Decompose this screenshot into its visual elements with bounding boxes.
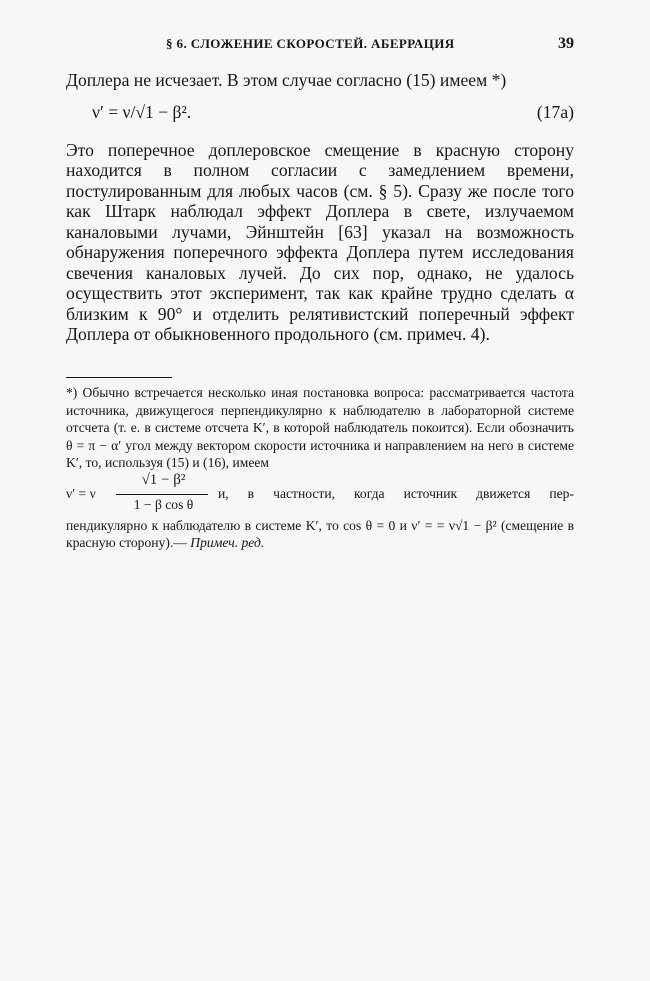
editor-note: Примеч. ред. <box>190 535 265 550</box>
footnote <box>66 384 574 552</box>
equation-formula: ν′ = ν/√1 − β². <box>92 101 192 122</box>
formula-fraction <box>111 472 211 517</box>
footnote-rule <box>66 377 172 378</box>
footnote-text-2b-wrap <box>66 517 574 552</box>
main-text <box>66 70 574 345</box>
intro-paragraph: Доплера не исчезает. В этом случае согласно (15) имеем *) <box>66 70 507 90</box>
running-head: § 6. СЛОЖЕНИЕ СКОРОСТЕЙ. АБЕРРАЦИЯ <box>166 36 455 51</box>
formula-lhs: ν′ = ν <box>66 485 96 501</box>
footnote-text-2a: и, в частности, когда источник движется пер- <box>218 485 574 501</box>
footnote-text-1: *) Обычно встречается несколько иная постановка вопроса: рассматривается частота источника, движущегося перпендикулярно к наблюдателю в лабораторной системе отсчета (т. е. в системе отсчета K′, в которой наблюдатель покоится). Если обозначить θ = π − α′ угол между вектором скорости источника и направлением на него в системе K′, то, используя (15) и (16), имеем <box>66 385 574 470</box>
fraction-bar <box>116 494 208 495</box>
formula-denominator: 1 − β cos θ <box>133 496 194 512</box>
formula-numerator: √1 − β² <box>141 471 186 488</box>
footnote-text-2b: пендикулярно к наблюдателю в системе K′, то cos θ = 0 и ν′ = = ν√1 − β² (смещение в красную сторону).— <box>66 517 574 550</box>
equation-17a <box>66 100 574 130</box>
page-header <box>66 36 574 56</box>
page-number: 39 <box>558 35 574 52</box>
footnote-formula-row <box>66 472 574 517</box>
footnote-formula <box>66 472 212 517</box>
equation-number: (17a) <box>536 101 574 122</box>
main-paragraph: Это поперечное доплеровское смещение в красную сторону находится в полном согласии с замедлением времени, постулированным для любых часов (см. § 5). Сразу же после того как Штарк наблюдал эффект Доплера в свете, излучаемом каналовыми лучами, Эйнштейн [63] указал на возможность обнаружения поперечного эффекта Доплера путем исследования свечения каналовых лучей. До сих пор, однако, не удалось осуществить этот эксперимент, так как крайне трудно сделать α близким к 90° и отделить релятивистский поперечный эффект Доплера от обыкновенного продольного (см. примеч. 4). <box>66 139 574 344</box>
